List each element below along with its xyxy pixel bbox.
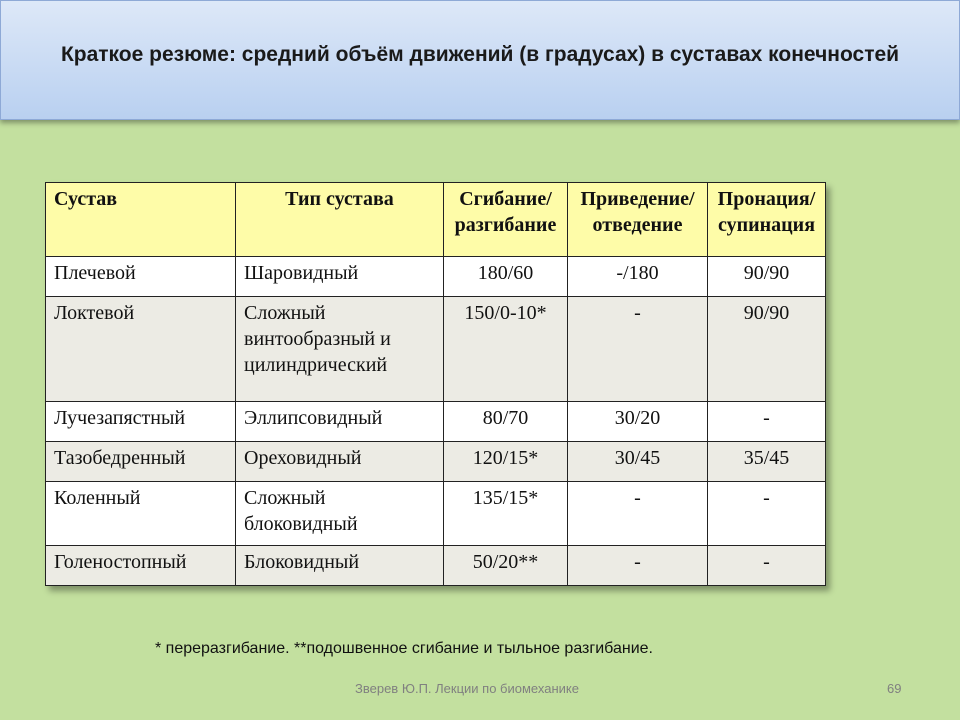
cell-adduction: 30/20	[568, 402, 708, 442]
header-adduction-abduction: Приведение/ отведение	[568, 183, 708, 257]
page-number: 69	[887, 681, 902, 696]
header-joint-type: Тип сустава	[236, 183, 444, 257]
table-row	[46, 257, 826, 297]
cell-joint-type: Сложный винтообразный и цилиндрический	[236, 297, 444, 402]
cell-flexion: 120/15*	[444, 442, 568, 482]
joint-motion-table	[45, 182, 826, 586]
slide-title: Краткое резюме: средний объём движений (в градусах) в суставах конечностей	[60, 43, 900, 66]
cell-flexion: 80/70	[444, 402, 568, 442]
cell-joint-type: Сложный блоковидный	[236, 482, 444, 546]
header-pronation-supination: Пронация/ супинация	[708, 183, 826, 257]
cell-flexion: 135/15*	[444, 482, 568, 546]
cell-flexion: 150/0-10*	[444, 297, 568, 402]
cell-joint-type: Эллипсовидный	[236, 402, 444, 442]
table-row	[46, 442, 826, 482]
cell-pronation: 90/90	[708, 297, 826, 402]
cell-pronation: -	[708, 546, 826, 586]
table-row	[46, 546, 826, 586]
table-row	[46, 402, 826, 442]
cell-pronation: 90/90	[708, 257, 826, 297]
cell-adduction: -	[568, 297, 708, 402]
cell-joint-type: Шаровидный	[236, 257, 444, 297]
cell-pronation: -	[708, 402, 826, 442]
cell-flexion: 180/60	[444, 257, 568, 297]
cell-joint: Плечевой	[46, 257, 236, 297]
title-bar	[0, 0, 960, 120]
header-joint: Сустав	[46, 183, 236, 257]
table-row	[46, 297, 826, 402]
cell-pronation: -	[708, 482, 826, 546]
cell-joint: Локтевой	[46, 297, 236, 402]
cell-joint-type: Ореховидный	[236, 442, 444, 482]
cell-adduction: -/180	[568, 257, 708, 297]
table-footnote: * переразгибание. **подошвенное сгибание и тыльное разгибание.	[155, 640, 653, 657]
cell-flexion: 50/20**	[444, 546, 568, 586]
cell-adduction: 30/45	[568, 442, 708, 482]
table-row	[46, 482, 826, 546]
cell-adduction: -	[568, 546, 708, 586]
cell-joint: Тазобедренный	[46, 442, 236, 482]
cell-joint: Лучезапястный	[46, 402, 236, 442]
table-container	[45, 182, 826, 586]
slide-footer: Зверев Ю.П. Лекции по биомеханике	[355, 681, 579, 696]
cell-pronation: 35/45	[708, 442, 826, 482]
cell-joint: Коленный	[46, 482, 236, 546]
table-header-row	[46, 183, 826, 257]
cell-joint: Голеностопный	[46, 546, 236, 586]
cell-joint-type: Блоковидный	[236, 546, 444, 586]
cell-adduction: -	[568, 482, 708, 546]
header-flexion-extension: Сгибание/ разгибание	[444, 183, 568, 257]
